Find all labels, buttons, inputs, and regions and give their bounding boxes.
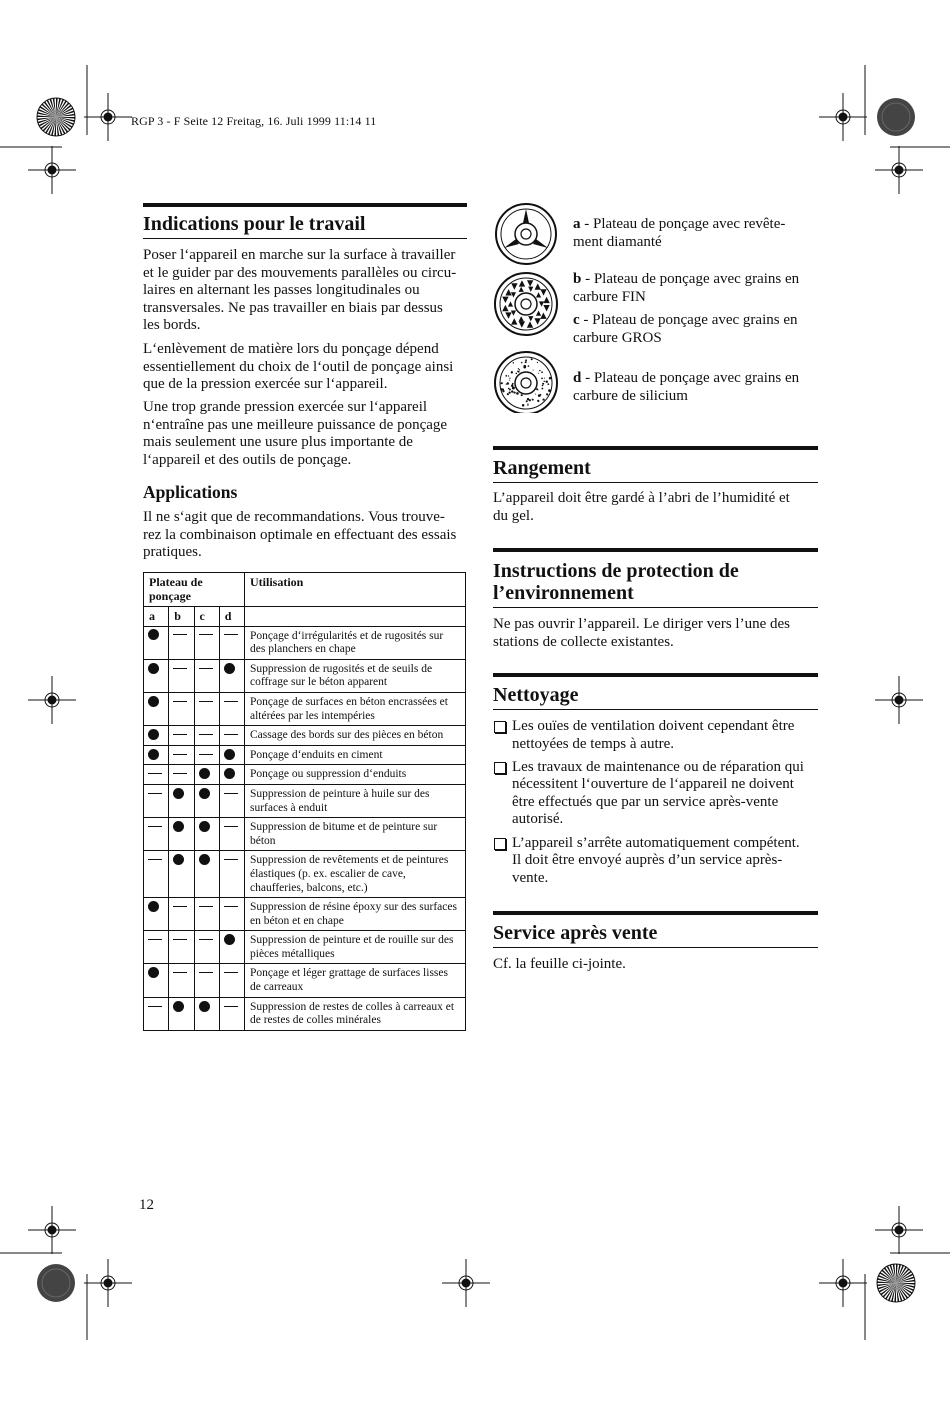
table-cell-use: Ponçage de surfaces en béton encrassées et altérées par les intempéries [245,692,466,725]
table-cell-a [144,898,169,931]
section-underline [493,482,818,483]
table-cell-b [169,692,194,725]
nettoyage-list [493,718,823,893]
not-recommended-dash-icon [224,634,238,635]
not-recommended-dash-icon [224,734,238,735]
table-cell-c [194,997,219,1030]
table-cell-c [194,964,219,997]
disc-bc-icon [495,273,557,335]
table-cell-d [219,964,244,997]
table-cell-d [219,765,244,785]
table-col-b: b [169,607,194,627]
table-cell-a [144,692,169,725]
table-cell-b [169,626,194,659]
not-recommended-dash-icon [224,1006,238,1007]
not-recommended-dash-icon [224,859,238,860]
not-recommended-dash-icon [148,773,162,774]
table-cell-a [144,626,169,659]
table-col-d: d [219,607,244,627]
legend-b: b - Plateau de ponçage avec grains en carbure FIN [573,271,800,305]
table-cell-d [219,784,244,817]
table-cell-a [144,784,169,817]
table-cell-b [169,997,194,1030]
table-cell-a [144,765,169,785]
recommended-dot-icon [199,821,210,832]
table-cell-a [144,745,169,765]
not-recommended-dash-icon [148,1006,162,1007]
paragraph-indications-3: Une trop grande pression exercée sur l‘appareil n‘entraîne pas une meilleure puissance de ponçage mais seulement une usure plus importante de l‘appareil et des outils de ponçage. [143,399,448,468]
table-cell-d [219,626,244,659]
table-body [144,626,466,1030]
table-header-plate: Plateau de ponçage [144,573,245,607]
not-recommended-dash-icon [224,906,238,907]
paragraph-indications-2: L‘enlèvement de matière lors du ponçage dépend essentiellement du choix de l‘outil de ponçage ainsi que de la pression exercée sur l‘appareil. [143,341,454,393]
paragraph-applications: Il ne s‘agit que de recommandations. Vous trouve- rez la combinaison optimale en effectuant des essais pratiques. [143,509,457,561]
recommended-dot-icon [148,749,159,760]
table-cell-d [219,659,244,692]
recommended-dot-icon [199,788,210,799]
not-recommended-dash-icon [199,634,213,635]
table-cell-d [219,898,244,931]
not-recommended-dash-icon [199,668,213,669]
section-rule [493,446,818,450]
table-cell-use: Suppression de résine époxy sur des surfaces en béton et en chape [245,898,466,931]
table-cell-c [194,765,219,785]
not-recommended-dash-icon [173,972,187,973]
table-cell-d [219,745,244,765]
table-cell-use: Suppression de revêtements et de peintures élastiques (p. ex. escalier de cave, chaufferies, balcons, etc.) [245,851,466,898]
table-cell-a [144,964,169,997]
table-cell-b [169,898,194,931]
recommended-dot-icon [199,1001,210,1012]
table-cell-c [194,745,219,765]
paragraph-environnement: Ne pas ouvrir l’appareil. Le diriger vers l’une des stations de collecte existantes. [493,616,790,650]
paragraph-rangement: L’appareil doit être gardé à l’abri de l’humidité et du gel. [493,490,790,524]
table-cell-d [219,818,244,851]
table-cell-d [219,931,244,964]
page-number: 12 [139,1197,154,1213]
not-recommended-dash-icon [199,734,213,735]
table-cell-d [219,851,244,898]
section-title-rangement: Rangement [493,457,591,479]
not-recommended-dash-icon [148,939,162,940]
list-item: Les ouïes de ventilation doivent cependant être nettoyées de temps à autre. [493,718,823,753]
table-cell-c [194,818,219,851]
table-cell-a [144,851,169,898]
table-cell-b [169,818,194,851]
table-row [144,818,466,851]
table-row [144,997,466,1030]
table-cell-use: Suppression de peinture à huile sur des surfaces à enduit [245,784,466,817]
subsection-title-applications: Applications [143,482,238,502]
section-rule [493,673,818,677]
recommended-dot-icon [173,821,184,832]
legend-c: c - Plateau de ponçage avec grains en carbure GROS [573,312,798,346]
section-title-nettoyage: Nettoyage [493,684,579,706]
disc-a-icon [496,204,556,264]
print-header: RGP 3 - F Seite 12 Freitag, 16. Juli 1999 11:14 11 [131,114,377,128]
list-item: Les travaux de maintenance ou de réparation qui nécessitent l‘ouverture de l‘appareil ne doivent être effectués que par un service après-vente autorisé. [493,759,823,829]
not-recommended-dash-icon [148,859,162,860]
table-cell-use: Suppression de rugosités et de seuils de coffrage sur le béton apparent [245,659,466,692]
recommended-dot-icon [148,663,159,674]
not-recommended-dash-icon [199,939,213,940]
not-recommended-dash-icon [173,734,187,735]
not-recommended-dash-icon [224,972,238,973]
paragraph-service: Cf. la feuille ci-jointe. [493,956,626,972]
table-row [144,931,466,964]
section-title-indications: Indications pour le travail [143,213,366,235]
table-header-use: Utilisation [245,573,466,607]
table-cell-c [194,784,219,817]
not-recommended-dash-icon [199,906,213,907]
table-col-a: a [144,607,169,627]
table-cell-c [194,659,219,692]
recommended-dot-icon [224,663,235,674]
table-cell-c [194,692,219,725]
not-recommended-dash-icon [224,826,238,827]
not-recommended-dash-icon [224,701,238,702]
table-cell-c [194,898,219,931]
table-cell-b [169,726,194,746]
recommended-dot-icon [173,788,184,799]
not-recommended-dash-icon [173,906,187,907]
table-row [144,659,466,692]
table-row [144,626,466,659]
recommended-dot-icon [199,854,210,865]
table-cell-d [219,997,244,1030]
checkbox-bullet-icon [494,762,506,774]
table-cell-a [144,659,169,692]
section-rule [143,203,467,207]
section-rule [493,911,818,915]
table-cell-c [194,626,219,659]
not-recommended-dash-icon [199,754,213,755]
table-cell-b [169,851,194,898]
table-row [144,784,466,817]
applications-table [143,572,466,1031]
table-row [144,765,466,785]
not-recommended-dash-icon [173,634,187,635]
recommended-dot-icon [148,629,159,640]
legend-d: d - Plateau de ponçage avec grains en carbure de silicium [573,370,800,404]
table-cell-use: Ponçage d‘irrégularités et de rugosités sur des planchers en chape [245,626,466,659]
disc-illustrations [493,198,559,413]
section-underline [493,947,818,948]
checkbox-bullet-icon [494,721,506,733]
table-cell-a [144,931,169,964]
recommended-dot-icon [148,729,159,740]
table-row [144,964,466,997]
checkbox-bullet-icon [494,838,506,850]
table-header-row [144,573,466,607]
table-cell-use: Suppression de peinture et de rouille sur des pièces métalliques [245,931,466,964]
recommended-dot-icon [148,967,159,978]
section-underline [143,238,467,239]
table-col-c: c [194,607,219,627]
table-cell-a [144,818,169,851]
table-cell-b [169,931,194,964]
table-cell-c [194,931,219,964]
table-cell-b [169,765,194,785]
table-cell-a [144,726,169,746]
table-cell-use: Ponçage d‘enduits en ciment [245,745,466,765]
table-cell-a [144,997,169,1030]
table-cell-d [219,692,244,725]
not-recommended-dash-icon [148,793,162,794]
section-underline [493,607,818,608]
not-recommended-dash-icon [224,793,238,794]
table-cell-b [169,784,194,817]
table-row [144,745,466,765]
table-cell-use: Ponçage ou suppression d‘enduits [245,765,466,785]
table-cell-b [169,964,194,997]
not-recommended-dash-icon [173,754,187,755]
table-cell-c [194,726,219,746]
not-recommended-dash-icon [173,701,187,702]
section-underline [493,709,818,710]
recommended-dot-icon [224,934,235,945]
not-recommended-dash-icon [199,701,213,702]
recommended-dot-icon [173,854,184,865]
table-subheader-row [144,607,466,627]
table-cell-use: Suppression de bitume et de peinture sur béton [245,818,466,851]
table-row [144,692,466,725]
not-recommended-dash-icon [148,826,162,827]
recommended-dot-icon [173,1001,184,1012]
table-cell-use: Cassage des bords sur des pièces en béton [245,726,466,746]
section-title-service: Service après vente [493,922,658,944]
recommended-dot-icon [224,768,235,779]
table-row [144,898,466,931]
legend-a: a - Plateau de ponçage avec revête- ment diamanté [573,216,786,250]
table-row [144,851,466,898]
table-cell-d [219,726,244,746]
table-row [144,726,466,746]
recommended-dot-icon [148,901,159,912]
table-cell-b [169,745,194,765]
disc-d-icon [495,352,557,413]
table-cell-c [194,851,219,898]
table-cell-use: Ponçage et léger grattage de surfaces lisses de carreaux [245,964,466,997]
table-cell-use: Suppression de restes de colles à carreaux et de restes de colles minérales [245,997,466,1030]
paragraph-indications-1: Poser l‘appareil en marche sur la surface à travailler et le guider par des mouvements parallèles ou circu- laires en alternant les passes longitudinales ou transversales. Ne pas travailler en biais par dessus les bords. [143,247,457,334]
recommended-dot-icon [199,768,210,779]
section-title-environnement: Instructions de protection de l’environnement [493,560,739,604]
table-cell-b [169,659,194,692]
table-col-use-empty [245,607,466,627]
section-rule [493,548,818,552]
not-recommended-dash-icon [173,939,187,940]
recommended-dot-icon [148,696,159,707]
not-recommended-dash-icon [173,668,187,669]
list-item: L’appareil s’arrête automatiquement compétent. Il doit être envoyé auprès d’un service après- vente. [493,835,823,888]
not-recommended-dash-icon [199,972,213,973]
not-recommended-dash-icon [173,773,187,774]
recommended-dot-icon [224,749,235,760]
